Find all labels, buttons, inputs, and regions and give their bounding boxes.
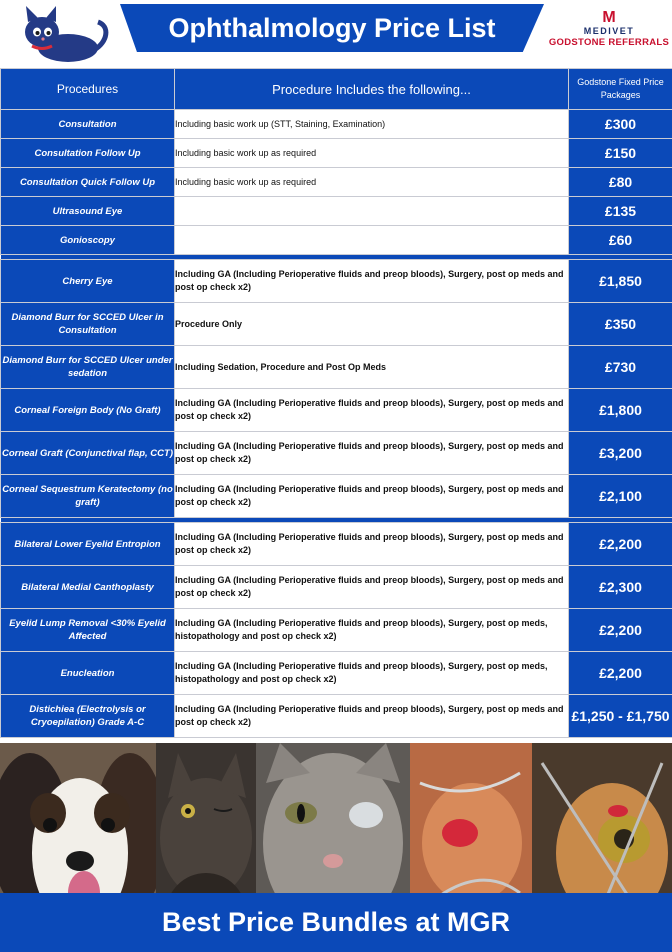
table-row [1, 168, 672, 197]
brand-subtitle: GODSTONE REFERRALS [548, 37, 670, 48]
procedure-name: Consultation Follow Up [1, 139, 175, 168]
procedure-name: Consultation [1, 110, 175, 139]
brand-name: MEDIVET [583, 26, 635, 36]
table-row [1, 695, 672, 738]
procedure-price: £1,800 [569, 389, 672, 432]
procedure-includes: Including basic work up as required [175, 168, 569, 197]
page-title: Ophthalmology Price List [168, 13, 496, 43]
procedure-name: Corneal Foreign Body (No Graft) [1, 389, 175, 432]
procedure-name: Gonioscopy [1, 226, 175, 255]
photo-strip [0, 743, 672, 952]
table-row [1, 346, 672, 389]
procedure-includes: Including basic work up (STT, Staining, Examination) [175, 110, 569, 139]
procedure-includes: Including basic work up as required [175, 139, 569, 168]
table-row [1, 566, 672, 609]
footer-title: Best Price Bundles at MGR [161, 907, 511, 937]
procedure-name: Corneal Graft (Conjunctival flap, CCT) [1, 432, 175, 475]
procedure-includes: Including GA (Including Perioperative fluids and preop bloods), Surgery, post op meds and post op check x2) [175, 260, 569, 303]
table-row [1, 139, 672, 168]
procedure-includes: Including GA (Including Perioperative fluids and preop bloods), Surgery, post op meds and post op check x2) [175, 523, 569, 566]
procedure-name: Consultation Quick Follow Up [1, 168, 175, 197]
procedure-includes [175, 226, 569, 255]
procedure-includes: Including GA (Including Perioperative fluids and preop bloods), Surgery, post op meds and post op check x2) [175, 695, 569, 738]
price-table [0, 68, 672, 738]
procedure-price: £80 [569, 168, 672, 197]
procedure-includes: Including GA (Including Perioperative fluids and preop bloods), Surgery, post op meds, histopathology and post op check x2) [175, 609, 569, 652]
brand-logo [546, 10, 672, 49]
table-row [1, 432, 672, 475]
procedure-includes [175, 197, 569, 226]
procedure-includes: Including GA (Including Perioperative fluids and preop bloods), Surgery, post op meds and post op check x2) [175, 389, 569, 432]
procedure-price: £350 [569, 303, 672, 346]
procedure-price: £135 [569, 197, 672, 226]
table-row [1, 475, 672, 518]
procedure-includes: Including GA (Including Perioperative fluids and preop bloods), Surgery, post op meds and post op check x2) [175, 566, 569, 609]
procedure-includes: Including GA (Including Perioperative fluids and preop bloods), Surgery, post op meds, histopathology and post op check x2) [175, 652, 569, 695]
procedure-price: £2,100 [569, 475, 672, 518]
page-header [0, 0, 672, 66]
procedure-name: Corneal Sequestrum Keratectomy (no graft) [1, 475, 175, 518]
procedure-name: Enucleation [1, 652, 175, 695]
table-row [1, 389, 672, 432]
procedure-name: Distichiea (Electrolysis or Cryoepilation) Grade A-C [1, 695, 175, 738]
procedure-price: £300 [569, 110, 672, 139]
procedure-name: Diamond Burr for SCCED Ulcer under sedation [1, 346, 175, 389]
procedure-includes: Including GA (Including Perioperative fluids and preop bloods), Surgery, post op meds and post op check x2) [175, 475, 569, 518]
procedure-name: Diamond Burr for SCCED Ulcer in Consultation [1, 303, 175, 346]
procedure-includes: Including GA (Including Perioperative fluids and preop bloods), Surgery, post op meds and post op check x2) [175, 432, 569, 475]
procedure-price: £1,850 [569, 260, 672, 303]
table-row [1, 652, 672, 695]
procedure-name: Ultrasound Eye [1, 197, 175, 226]
table-row [1, 226, 672, 255]
procedure-name: Bilateral Lower Eyelid Entropion [1, 523, 175, 566]
table-row [1, 523, 672, 566]
procedure-price: £60 [569, 226, 672, 255]
table-row [1, 110, 672, 139]
procedure-price: £730 [569, 346, 672, 389]
procedure-price: £1,250 - £1,750 [569, 695, 672, 738]
table-row [1, 197, 672, 226]
procedure-price: £2,200 [569, 652, 672, 695]
procedure-price: £3,200 [569, 432, 672, 475]
table-row [1, 303, 672, 346]
procedure-price: £150 [569, 139, 672, 168]
procedure-includes: Procedure Only [175, 303, 569, 346]
brand-mark: M [602, 9, 616, 26]
procedure-price: £2,300 [569, 566, 672, 609]
procedure-name: Eyelid Lump Removal <30% Eyelid Affected [1, 609, 175, 652]
table-row [1, 609, 672, 652]
column-header-includes: Procedure Includes the following... [175, 69, 569, 110]
column-header-procedures: Procedures [1, 69, 175, 110]
cat-mascot-icon [14, 6, 110, 64]
procedure-name: Bilateral Medial Canthoplasty [1, 566, 175, 609]
procedure-price: £2,200 [569, 523, 672, 566]
procedure-includes: Including Sedation, Procedure and Post Op Meds [175, 346, 569, 389]
procedure-name: Cherry Eye [1, 260, 175, 303]
table-row [1, 260, 672, 303]
procedure-price: £2,200 [569, 609, 672, 652]
column-header-price: Godstone Fixed Price Packages [569, 69, 672, 110]
